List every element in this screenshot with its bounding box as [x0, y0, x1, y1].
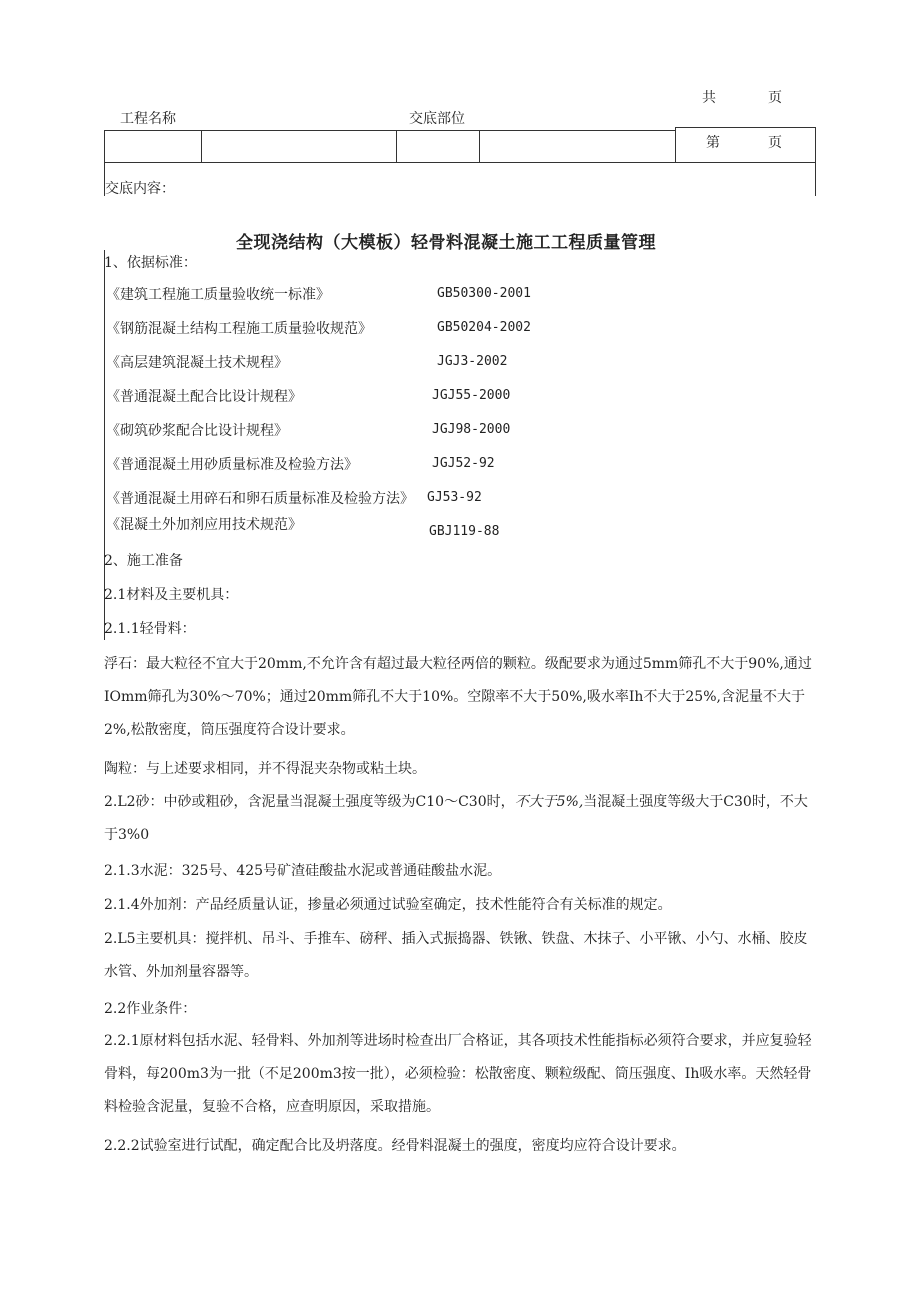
subsection-2-1: 2.1材料及主要机具： [104, 587, 239, 603]
subsection-2-2: 2.2作业条件： [104, 1001, 197, 1017]
content-label: 交底内容： [105, 181, 175, 197]
table-divider-3 [479, 130, 480, 162]
total-pages-label: 共 [702, 90, 716, 106]
table-divider-1 [201, 130, 202, 162]
standard-name: 《普通混凝土配合比设计规程》 [106, 389, 302, 405]
page-unit-label-1: 页 [768, 90, 782, 106]
table-top-rule-right [675, 127, 816, 128]
standard-code: JGJ98-2000 [432, 422, 511, 437]
standard-name: 《混凝土外加剂应用技术规范》 [106, 517, 302, 533]
cement-paragraph: 2.1.3水泥：325号、425号矿渣硅酸盐水泥或普通硅酸盐水泥。 [104, 863, 502, 879]
disclosure-part-label: 交底部位 [409, 111, 465, 127]
project-name-label: 工程名称 [120, 111, 176, 127]
current-page-label: 第 [706, 135, 720, 151]
ceramsite-paragraph: 陶粒：与上述要求相同，并不得混夹杂物或粘土块。 [104, 761, 426, 777]
sand-text-c: 当混凝土强度等级大于C30时，不大于3%0 [104, 794, 808, 843]
sand-text-italic: 不大于5%, [514, 794, 584, 810]
standard-code: JGJ55-2000 [432, 388, 511, 403]
paragraph-2-2-1: 2.2.1原材料包括水泥、轻骨料、外加剂等进场时检查出厂合格证，其各项技术性能指标必须符合要求，并应复验轻骨料，每200m3为一批（不足200m3按一批），必须检验：松散密度、颗粒级配、筒压强度、Ih吸水率。天然轻骨料检验含泥量，复验不合格，应查明原因，采取措施。 [104, 1033, 812, 1115]
pumice-paragraph: 浮石：最大粒径不宜大于20mm,不允许含有超过最大粒径两倍的颗粒。级配要求为通过5mm筛孔不大于90%,通过IOmm筛孔为30%〜70%；通过20mm筛孔不大于10%。空隙率不大于50%,吸水率Ih不大于25%,含泥量不大于2%,松散密度，筒压强度符合设计要求。 [104, 656, 812, 738]
standard-name: 《砌筑砂浆配合比设计规程》 [106, 423, 288, 439]
table-top-rule [104, 130, 675, 131]
standard-code: JGJ3-2002 [437, 354, 508, 369]
additive-paragraph: 2.1.4外加剂：产品经质量认证，掺量必须通过试验室确定，技术性能符合有关标准的规定。 [104, 897, 672, 913]
table-divider-4 [675, 127, 676, 162]
standard-code: GBJ119-88 [429, 524, 500, 539]
standard-name: 《建筑工程施工质量验收统一标准》 [106, 287, 330, 303]
table-divider-2 [396, 130, 397, 162]
section-left-rule [104, 250, 105, 640]
section1-heading: 1、依据标准： [104, 255, 197, 271]
standard-code: GB50300-2001 [437, 286, 531, 301]
sand-paragraph [104, 786, 816, 852]
standard-code: JGJ52-92 [432, 456, 495, 471]
table-right-border [815, 127, 816, 196]
standard-name: 《钢筋混凝土结构工程施工质量验收规范》 [106, 321, 372, 337]
tools-paragraph: 2.L5主要机具：搅拌机、吊斗、手推车、磅秤、插入式振捣器、铁锹、铁盘、木抹子、小平锹、小勺、水桶、胶皮水管、外加剂量容器等。 [104, 931, 808, 980]
standard-name: 《普通混凝土用砂质量标准及检验方法》 [106, 457, 358, 473]
section2-heading: 2、施工准备 [104, 553, 183, 569]
standard-code: GJ53-92 [427, 490, 482, 505]
sand-text-a: 2.L2砂：中砂或粗砂，含泥量当混凝土强度等级为C10〜C30时， [104, 794, 515, 810]
document-title: 全现浇结构（大模板）轻骨料混凝土施工工程质量管理 [236, 233, 656, 253]
subsection-2-1-1: 2.1.1轻骨料： [104, 621, 196, 637]
table-mid-rule [104, 162, 816, 163]
page-unit-label-2: 页 [768, 135, 782, 151]
paragraph-2-2-2: 2.2.2试验室进行试配，确定配合比及坍落度。经骨料混凝土的强度，密度均应符合设计要求。 [104, 1138, 686, 1154]
standard-code: GB50204-2002 [437, 320, 531, 335]
standard-name: 《高层建筑混凝土技术规程》 [106, 355, 288, 371]
standard-name: 《普通混凝土用碎石和卵石质量标准及检验方法》 [106, 491, 414, 507]
